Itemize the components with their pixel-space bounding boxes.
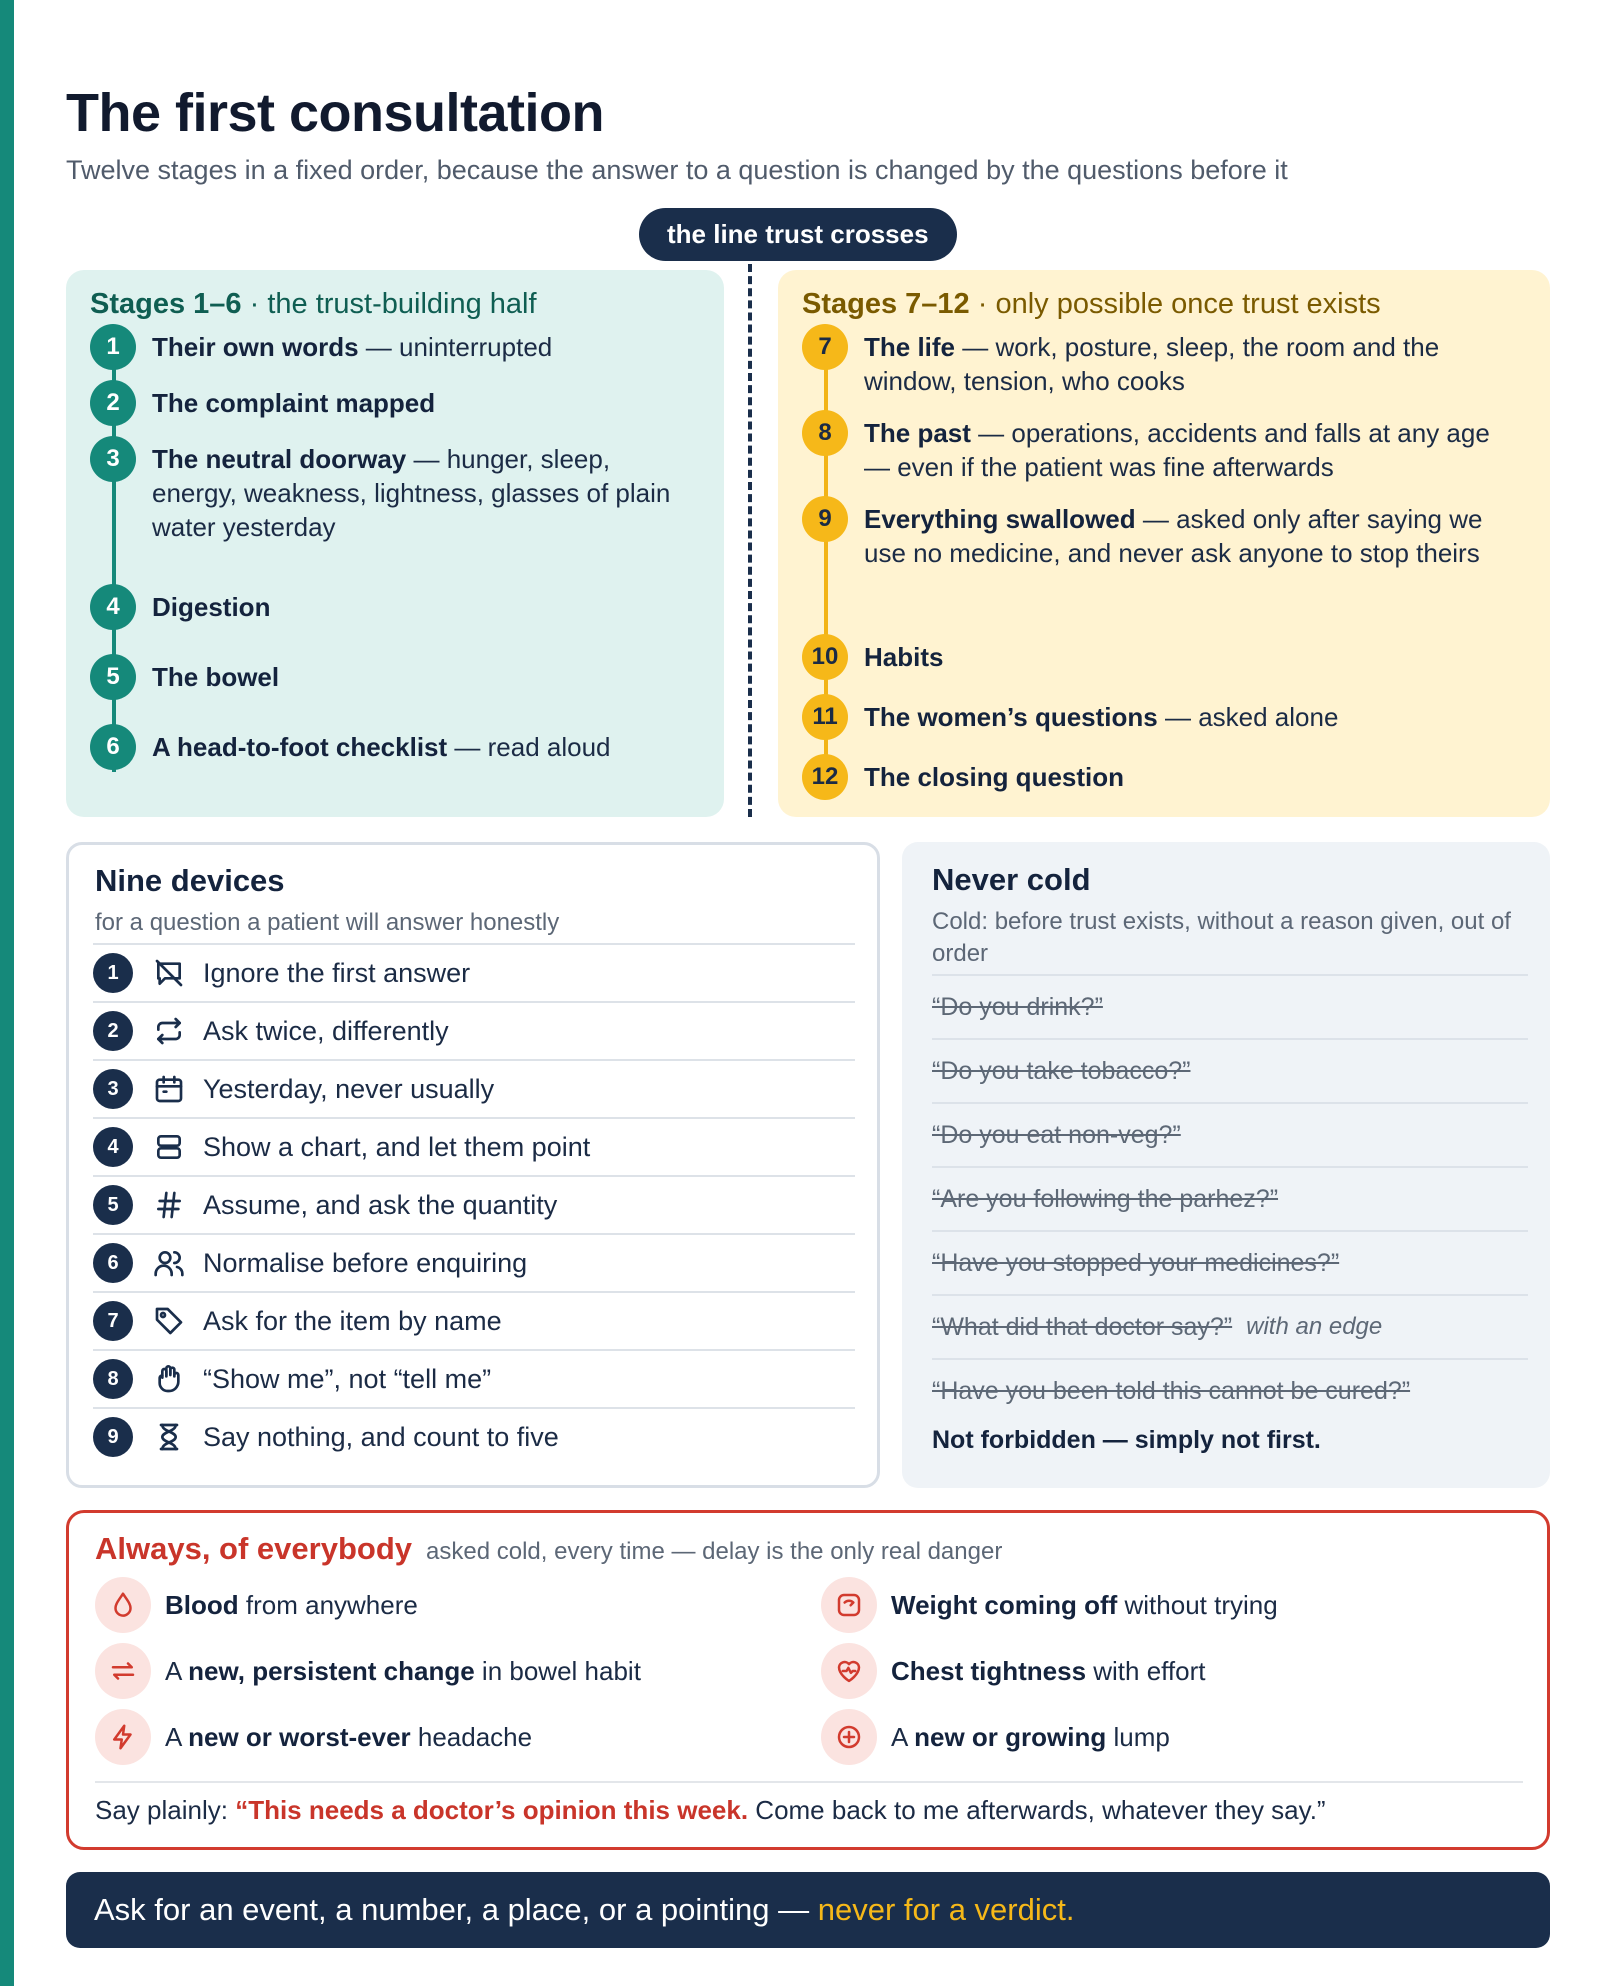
always-quote: “This needs a doctor’s opinion this week.: [235, 1795, 749, 1825]
accent-bar: [0, 0, 14, 1986]
device-number: 9: [93, 1417, 133, 1457]
cold-question: “Have you stopped your medicines?”: [932, 1248, 1340, 1277]
stage-title: The women’s questions: [864, 702, 1158, 732]
stage-title: A head-to-foot checklist: [152, 732, 448, 762]
stage-number: 6: [90, 724, 136, 770]
stages-trust-exists-panel: [778, 270, 1550, 817]
stage-number: 1: [90, 324, 136, 370]
stage-item: [802, 324, 1514, 398]
red-flag-title: Blood: [165, 1589, 239, 1620]
nine-devices-card: [66, 842, 880, 1488]
stage-item: [802, 410, 1514, 484]
stages-right-heading: Stages 7–12 · only possible once trust exists: [802, 288, 1381, 320]
arrows-swap-icon: [95, 1643, 151, 1699]
device-label: “Show me”, not “tell me”: [203, 1363, 492, 1394]
cold-question-row: [932, 974, 1528, 1038]
tag-icon: [151, 1303, 187, 1339]
stage-item: [90, 724, 692, 770]
plus-circle-icon: [821, 1709, 877, 1765]
cold-question-row: [932, 1102, 1528, 1166]
stage-number: 7: [802, 324, 848, 370]
chart-bars-icon: [151, 1129, 187, 1165]
stage-number: 9: [802, 496, 848, 542]
devices-subtitle: for a question a patient will answer honestly: [95, 909, 560, 936]
page-subtitle: Twelve stages in a fixed order, because the answer to a question is changed by the questions before it: [66, 155, 1288, 185]
stage-number: 3: [90, 436, 136, 482]
stage-number: 12: [802, 754, 848, 800]
device-number: 5: [93, 1185, 133, 1225]
device-label: Ask for the item by name: [203, 1305, 502, 1336]
hand-icon: [151, 1361, 187, 1397]
calendar-icon: [151, 1071, 187, 1107]
stage-number: 2: [90, 380, 136, 426]
stage-item: [90, 380, 692, 426]
device-label: Say nothing, and count to five: [203, 1421, 559, 1452]
stage-detail: — operations, accidents and falls at any age — even if the patient was fine afterwards: [864, 418, 1490, 482]
trust-divider: [748, 264, 752, 817]
stage-title: The complaint mapped: [152, 388, 436, 418]
stage-detail: — read aloud: [447, 732, 611, 762]
device-number: 8: [93, 1359, 133, 1399]
cold-question-row: [932, 1038, 1528, 1102]
always-ask-panel: [66, 1510, 1550, 1850]
page-title: The first consultation: [66, 83, 605, 143]
cold-question-row: [932, 1358, 1528, 1422]
device-label: Normalise before enquiring: [203, 1247, 528, 1278]
stage-detail: — asked alone: [1157, 702, 1339, 732]
header: [66, 78, 1546, 188]
stages-trust-building-panel: [66, 270, 724, 817]
trust-line-label: the line trust crosses: [639, 208, 957, 261]
cold-question: “What did that doctor say?”: [932, 1312, 1233, 1341]
stage-item: [90, 654, 692, 700]
cold-question-row: [932, 1294, 1528, 1358]
stage-item: [802, 634, 1514, 680]
red-flag-item: Weight coming off without trying: [821, 1577, 1278, 1633]
hash-icon: [151, 1187, 187, 1223]
never-cold-title: Never cold: [932, 862, 1091, 897]
stage-title: The past: [864, 418, 971, 448]
device-label: Ask twice, differently: [203, 1015, 449, 1046]
red-flag-title: new or worst-ever: [188, 1721, 411, 1752]
red-flag-item: A new or growing lump: [821, 1709, 1170, 1765]
device-row: [93, 1349, 855, 1407]
devices-title: Nine devices: [95, 863, 285, 898]
device-row: [93, 1233, 855, 1291]
always-footer: Say plainly: “This needs a doctor’s opinion this week. Come back to me afterwards, whatever they say.”: [95, 1795, 1326, 1825]
red-flag-title: Chest tightness: [891, 1655, 1087, 1686]
stage-item: [802, 754, 1514, 800]
always-note: asked cold, every time — delay is the only real danger: [426, 1538, 1003, 1565]
device-label: Show a chart, and let them point: [203, 1131, 591, 1162]
stage-title: Digestion: [152, 592, 271, 622]
cold-question: “Do you drink?”: [932, 992, 1103, 1021]
stage-item: [90, 584, 692, 630]
red-flag-item: A new or worst-ever headache: [95, 1709, 532, 1765]
stage-item: [802, 694, 1514, 740]
stage-title: The closing question: [864, 762, 1125, 792]
stage-detail: — hunger, sleep, energy, weakness, lightness, glasses of plain water yesterday: [152, 444, 671, 542]
repeat-icon: [151, 1013, 187, 1049]
red-flag-item: Blood from anywhere: [95, 1577, 418, 1633]
stage-title: The neutral doorway: [152, 444, 407, 474]
always-heading: [95, 1531, 1002, 1567]
cold-question: “Have you been told this cannot be cured?”: [932, 1376, 1411, 1405]
scale-icon: [821, 1577, 877, 1633]
cold-question: “Do you eat non-veg?”: [932, 1120, 1181, 1149]
stage-item: [90, 324, 692, 370]
device-number: 6: [93, 1243, 133, 1283]
stage-item: [802, 496, 1514, 570]
heart-pulse-icon: [821, 1643, 877, 1699]
always-title: Always, of everybody: [95, 1531, 413, 1566]
stage-number: 11: [802, 694, 848, 740]
red-flag-title: new or growing: [914, 1721, 1107, 1752]
device-number: 7: [93, 1301, 133, 1341]
device-number: 4: [93, 1127, 133, 1167]
cold-question: “Are you following the parhez?”: [932, 1184, 1279, 1213]
stage-title: Their own words: [152, 332, 359, 362]
device-label: Yesterday, never usually: [203, 1073, 495, 1104]
stage-number: 10: [802, 634, 848, 680]
stage-number: 4: [90, 584, 136, 630]
banner-highlight: never for a verdict.: [817, 1892, 1075, 1927]
stage-detail: — asked only after saying we use no medicine, and never ask anyone to stop theirs: [864, 504, 1483, 568]
red-flag-item: Chest tightness with effort: [821, 1643, 1206, 1699]
stages-left-heading: Stages 1–6 · the trust-building half: [90, 288, 537, 320]
device-row: [93, 1291, 855, 1349]
device-label: Assume, and ask the quantity: [203, 1189, 558, 1220]
cold-question-row: [932, 1230, 1528, 1294]
banner-text: Ask for an event, a number, a place, or a pointing —: [94, 1892, 818, 1927]
always-divider: [95, 1781, 1523, 1783]
stage-item: [90, 436, 692, 544]
cold-question: “Do you take tobacco?”: [932, 1056, 1191, 1085]
stage-title: The life: [864, 332, 956, 362]
cold-question-note: with an edge: [1246, 1313, 1383, 1340]
drop-icon: [95, 1577, 151, 1633]
stage-detail: — work, posture, sleep, the room and the window, tension, who cooks: [864, 332, 1440, 396]
device-row: [93, 1407, 855, 1465]
device-row: [93, 1175, 855, 1233]
hourglass-icon: [151, 1419, 187, 1455]
red-flag-title: Weight coming off: [891, 1589, 1118, 1620]
device-number: 1: [93, 953, 133, 993]
device-row: [93, 943, 855, 1001]
device-label: Ignore the first answer: [203, 957, 471, 988]
bottom-banner: [66, 1872, 1550, 1948]
device-row: [93, 1001, 855, 1059]
message-off-icon: [151, 955, 187, 991]
stage-detail: — uninterrupted: [358, 332, 553, 362]
device-row: [93, 1059, 855, 1117]
lightning-icon: [95, 1709, 151, 1765]
users-icon: [151, 1245, 187, 1281]
stage-title: Habits: [864, 642, 944, 672]
stage-number: 5: [90, 654, 136, 700]
never-cold-footer: Not forbidden — simply not first.: [932, 1426, 1321, 1454]
cold-question-row: [932, 1166, 1528, 1230]
red-flag-title: new, persistent change: [188, 1655, 475, 1686]
stage-number: 8: [802, 410, 848, 456]
never-cold-subtitle: Cold: before trust exists, without a reason given, out of order: [932, 908, 1511, 967]
stage-title: The bowel: [152, 662, 280, 692]
stage-title: Everything swallowed: [864, 504, 1136, 534]
device-number: 2: [93, 1011, 133, 1051]
never-cold-card: [902, 842, 1550, 1488]
red-flag-item: A new, persistent change in bowel habit: [95, 1643, 641, 1699]
device-row: [93, 1117, 855, 1175]
device-number: 3: [93, 1069, 133, 1109]
